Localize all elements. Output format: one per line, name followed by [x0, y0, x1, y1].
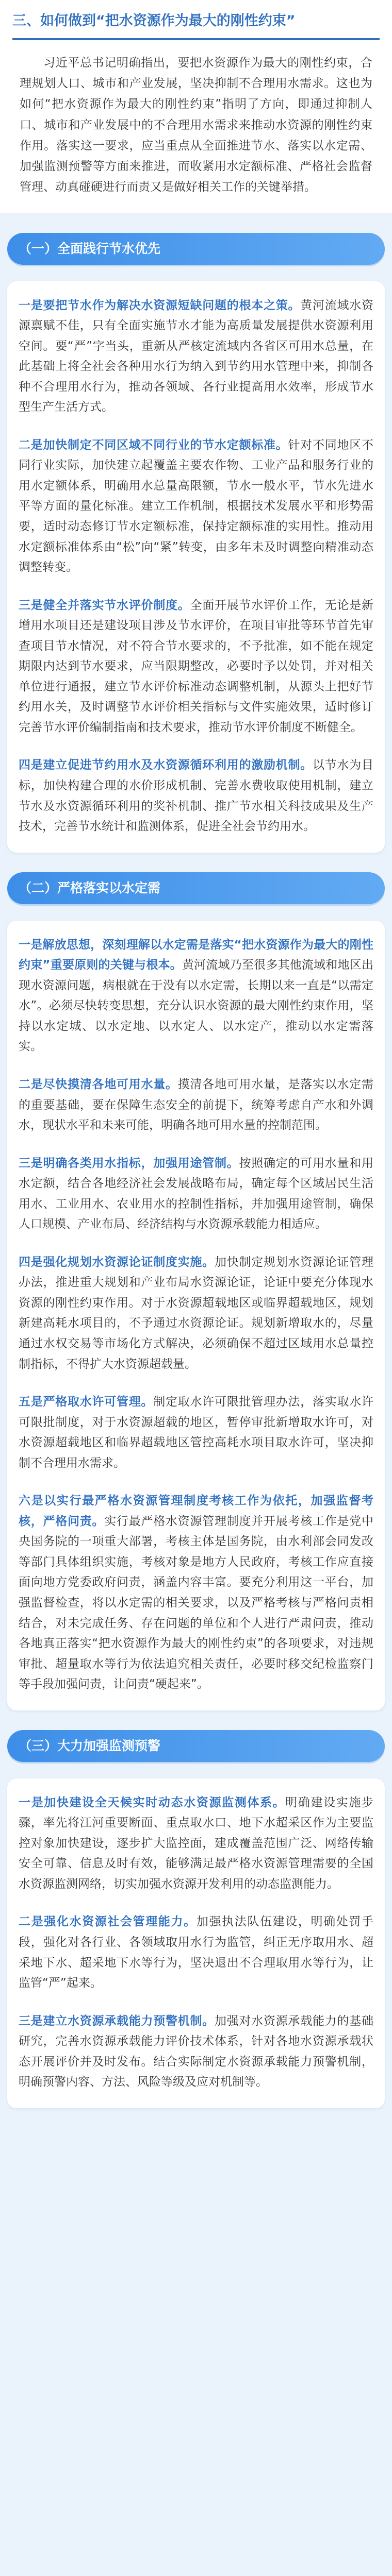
paragraph: [19, 755, 373, 837]
paragraph-lead: 二是尽快摸清各地可用水量。: [19, 1077, 178, 1091]
paragraph-text: 明确建设实施步骤，率先将江河重要断面、重点取水口、地下水超采区作为主要监控对象加快建设，逐步扩大监控面，建成覆盖范围广泛、网络传输安全可靠、信息及时有效，能够满足最严格水资源管理需要的全国水资源监测网络，切实加强水资源开发利用的动态监测能力。: [19, 1795, 374, 1891]
paragraph-text: 摸清各地可用水量，是落实以水定需的重要基础，要在保障生态安全的前提下，统筹考虑自产水和外调水，现状水平和未来可能，明确各地可用水量的控制范围。: [19, 1077, 373, 1132]
paragraph: [19, 1491, 373, 1694]
subsection-banner-1: （一）全面践行节水优先: [7, 233, 385, 265]
subsection-banner-3: （三）大力加强监测预警: [7, 1730, 385, 1762]
paragraph-lead: 三是建立水资源承载能力预警机制。: [19, 2014, 215, 2028]
paragraph: [19, 1793, 373, 1895]
paragraph-lead: 三是明确各类用水指标，加强用途管制。: [19, 1156, 239, 1170]
subsection-1: [0, 213, 392, 273]
paragraph-text: 制定取水许可限批管理办法，落实取水许可限批制度，对于水资源超载的地区，暂停审批新增取水许可，对水资源超载地区和临界超载地区管控高耗水项目取水许可，坚决抑制不合理用水需求。: [19, 1395, 373, 1470]
paragraph: [19, 1912, 373, 1993]
paragraph-lead: 三是健全并落实节水评价制度。: [19, 598, 190, 612]
subsection-card-2: [7, 921, 385, 1710]
paragraph: [19, 1392, 373, 1473]
section-title: 三、如何做到“把水资源作为最大的刚性约束”: [12, 11, 380, 40]
paragraph-text: 加强执法队伍建设，明确处罚手段，强化对各行业、各领域取用水行为监管，纠正无序取用水、超采地下水、超采地下水等行为，坚决退出不合理取用水等行为，让监管“严”起来。: [19, 1915, 374, 1990]
paragraph-lead: 四是强化规划水资源论证制度实施。: [19, 1255, 215, 1269]
paragraph: [19, 596, 373, 738]
paragraph-text: 黄河流域水资源禀赋不佳，只有全面实施节水才能为高质量发展提供水资源利用空间。要“严”字当头，重新从严核定流域内各省区可用水总量，在此基础上将全社会各种用水行为纳入到节约用水管理中来，抑制各种不合理用水行为，推动各领域、各行业提高用水效率，形成节水型生产生活方式。: [19, 298, 373, 414]
paragraph-text: 针对不同地区不同行业实际，加快建立起覆盖主要农作物、工业产品和服务行业的用水定额体系，明确用水总量高限额，节水一般水平，节水先进水平等方面的量化标准。建立工作机制，根据技术发展水平和形势需要，适时动态修订节水定额标准，保持定额标准的实用性。推动用水定额标准体系由“松”向“紧”转变，由多年未及时调整向精准动态调整转变。: [19, 438, 373, 574]
subsection-card-1: [7, 281, 385, 853]
paragraph: [19, 2011, 373, 2093]
subsection-banner-2: （二）严格落实以水定需: [7, 872, 385, 904]
paragraph-lead: 一是加快建设全天候实时动态水资源监测体系。: [19, 1795, 286, 1809]
paragraph: [19, 935, 373, 1057]
paragraph-text: 实行最严格水资源管理制度并开展考核工作是党中央国务院的一项重大部署，考核主体是国务院，由水利部会同发改等部门具体组织实施，考核对象是地方人民政府，考核工作应直接面向地方党委政府问责，涵盖内容丰富。要充分利用这一平台，加强监督检查，将以水定需的相关要求，以及严格考核与严格问责相结合，对未完成任务、存在问题的单位和个人进行严肃问责，推动各地真正落实“把水资源作为最大的刚性约束”的各项要求，对违规审批、超量取水等行为依法追究相关责任，必要时移交纪检监察门等手段加强问责，让问责“硬起来”。: [19, 1514, 373, 1691]
paragraph: [19, 1252, 373, 1375]
paragraph: [19, 1075, 373, 1136]
subsection-card-3: [7, 1778, 385, 2108]
subsection-3: [0, 1710, 392, 1770]
section-intro: 习近平总书记明确指出，要把水资源作为最大的刚性约束，合理规划人口、城市和产业发展，坚决抑制不合理用水需求。这也为如何“把水资源作为最大的刚性约束”指明了方向，即通过抑制人口、城市和产业发展中的不合理用水需求来推动水资源的刚性约束作用。落实这一要求，应当重点从全面推进节水、落实以水定需、加强监测预警等方面来推进，而收紧用水定额标准、严格社会监督管理、动真碰硬进行而责又是做好相关工作的关键举措。: [20, 56, 372, 194]
paragraph-text: 加强对水资源承载能力的基础研究，完善水资源承载能力评价技术体系，针对各地水资源承载状态开展评价并及时发布。结合实际制定水资源承载能力预警机制，明确预警内容、方法、风险等级及应对机制等。: [19, 2014, 373, 2089]
paragraph-text: 以节水为目标，加快构建合理的水价形成机制、完善水费收取使用机制，建立节水及水资源循环利用的奖补机制、推广节水相关科技成果及生产技术，完善节水统计和监测体系，促进全社会节约用水。: [19, 758, 373, 834]
section-header: [0, 0, 392, 213]
paragraph-lead: 一是解放思想，深刻理解以水定需是落实“把水资源作为最大的刚性约束”重要原则的关键与根本。: [19, 938, 373, 972]
paragraph-text: 按照确定的可用水量和用水定额，结合各地经济社会发展战略布局，确定每个区域居民生活用水、工业用水、农业用水的控制性指标，并加强用途管制，确保人口规模、产业布局、经济结构与水资源承载能力相适应。: [19, 1156, 373, 1231]
paragraph-lead: 四是建立促进节约用水及水资源循环利用的激励机制。: [19, 758, 313, 772]
paragraph: [19, 435, 373, 578]
paragraph-lead: 二是强化水资源社会管理能力。: [19, 1915, 197, 1929]
paragraph-lead: 二是加快制定不同区域不同行业的节水定额标准。: [19, 438, 288, 452]
paragraph-text: 全面开展节水评价工作，无论是新增用水项目还是建设项目涉及节水评价，在项目审批等环节首先审查项目节水情况，对不符合节水要求的，不予批准，如不能在规定期限内达到节水要求，应当限期整改，必要时予以处罚，并对相关单位进行通报，建立节水评价标准动态调整机制，从源头上把好节约用水关，及时调整节水评价相关指标与文件实施效果，适时修订完善节水评价编制指南和技术要求，推动节水评价制度不断健全。: [19, 598, 373, 734]
subsection-2: [0, 853, 392, 912]
paragraph-lead: 五是严格取水许可管理。: [19, 1395, 154, 1409]
paragraph: [19, 1154, 373, 1235]
paragraph-text: 加快制定规划水资源论证管理办法，推进重大规划和产业布局水资源论证，论证中要充分体现水资源的刚性约束作用。对于水资源超载地区或临界超载地区，规划新建高耗水项目的，不予通过水资源论证。规划新增取水的，尽量通过水权交易等市场化方式解决，必须确保不超过区域用水总量控制指标，不得扩大水资源超载量。: [19, 1255, 373, 1371]
paragraph-lead: 六是以实行最严格水资源管理制度考核工作为依托，加强监督考核，严格问责。: [19, 1494, 373, 1528]
paragraph: [19, 296, 373, 418]
paragraph-text: 黄河流域乃至很多其他流域和地区出现水资源问题，病根就在于没有以水定需，长期以来一直是“以需定水”。必须尽快转变思想，充分认识水资源的最大刚性约束作用，坚持以水定城、以水定地、以水定人、以水定产，推动以水定需落实。: [19, 958, 373, 1054]
paragraph-lead: 一是要把节水作为解决水资源短缺问题的根本之策。: [19, 298, 301, 312]
